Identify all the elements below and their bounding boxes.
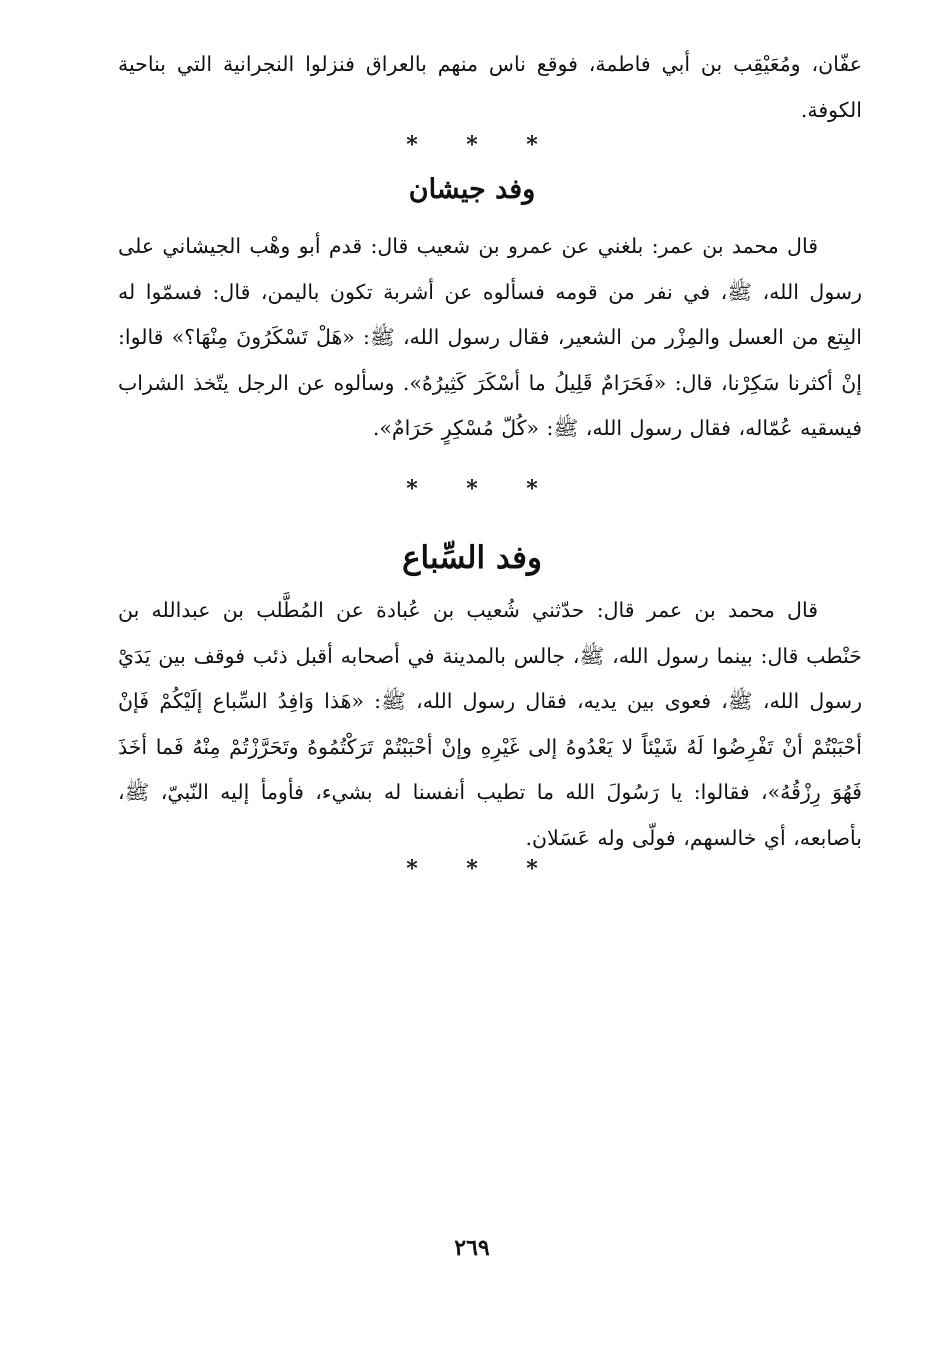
separator-star: * <box>466 476 478 502</box>
separator-star: * <box>526 476 538 502</box>
continuation-paragraph: عفّان، ومُعَيْقِب بن أبي فاطمة، فوقع ناس منهم بالعراق فنزلوا النجرانية التي بناحية الكوفة. <box>118 52 862 122</box>
separator-star: * <box>406 856 418 882</box>
section-paragraph-jayshan: قال محمد بن عمر: بلغني عن عمرو بن شعيب قال: قدم أبو وهْب الجيشاني على رسول الله، ﷺ، في نفر من قومه فسألوه عن أشربة تكون باليمن، قال: فسمّوا له البِتع من العسل والمِزْر من الشعير، فقال رسول الله، ﷺ: «هَلْ تَسْكَرُونَ مِنْهَا؟» قالوا: إنْ أكثرنا سَكِرْنا، قال: «فَحَرَامٌ قَلِيلُ ما أسْكَرَ كَثِيرُهُ». وسألوه عن الرجل يتّخذ الشراب فيسقيه عُمّاله، فقال رسول الله، ﷺ: «كُلّ مُسْكِرٍ حَرَامٌ». <box>118 234 862 440</box>
separator-star: * <box>466 132 478 158</box>
section-title-jayshan: وفد جيشان <box>408 174 536 205</box>
separator-stars-3 <box>0 857 944 881</box>
separator-star: * <box>466 856 478 882</box>
separator-star: * <box>526 856 538 882</box>
separator-star: * <box>526 132 538 158</box>
section-title-sibaa: وفد السِّباع <box>402 540 542 576</box>
separator-stars-1 <box>0 133 944 157</box>
separator-stars-2 <box>0 477 944 501</box>
section-paragraph-sibaa: قال محمد بن عمر قال: حدّثني شُعيب بن عُبادة عن المُطَّلب بن عبدالله بن حَنْطب قال: بينما رسول الله، ﷺ، جالس بالمدينة في أصحابه أقبل ذئب فوقف بين يَدَيْ رسول الله، ﷺ، فعوى بين يديه، فقال رسول الله، ﷺ: «هَذا وَافِدُ السِّباع إلَيْكُمْ فَإنْ أحْبَبْتُمْ أنْ تَفْرِضُوا لَهُ شَيْئاً لا يَعْدُوهُ إلى غَيْرِهِ وإنْ أحْبَبْتُمْ تَرَكْتُمُوهُ وتَحَرَّزْتُمْ مِنْهُ فَما أخَذَ فَهُوَ رِزْقُهُ»، فقالوا: يا رَسُولَ الله ما تطيب أنفسنا له بشيء، فأومأ إليه النّبيّ، ﷺ، بأصابعه، أي خالسهم، فولّى وله عَسَلان. <box>118 598 862 850</box>
separator-star: * <box>406 132 418 158</box>
separator-star: * <box>406 476 418 502</box>
page-number: ٢٦٩ <box>454 1235 490 1261</box>
